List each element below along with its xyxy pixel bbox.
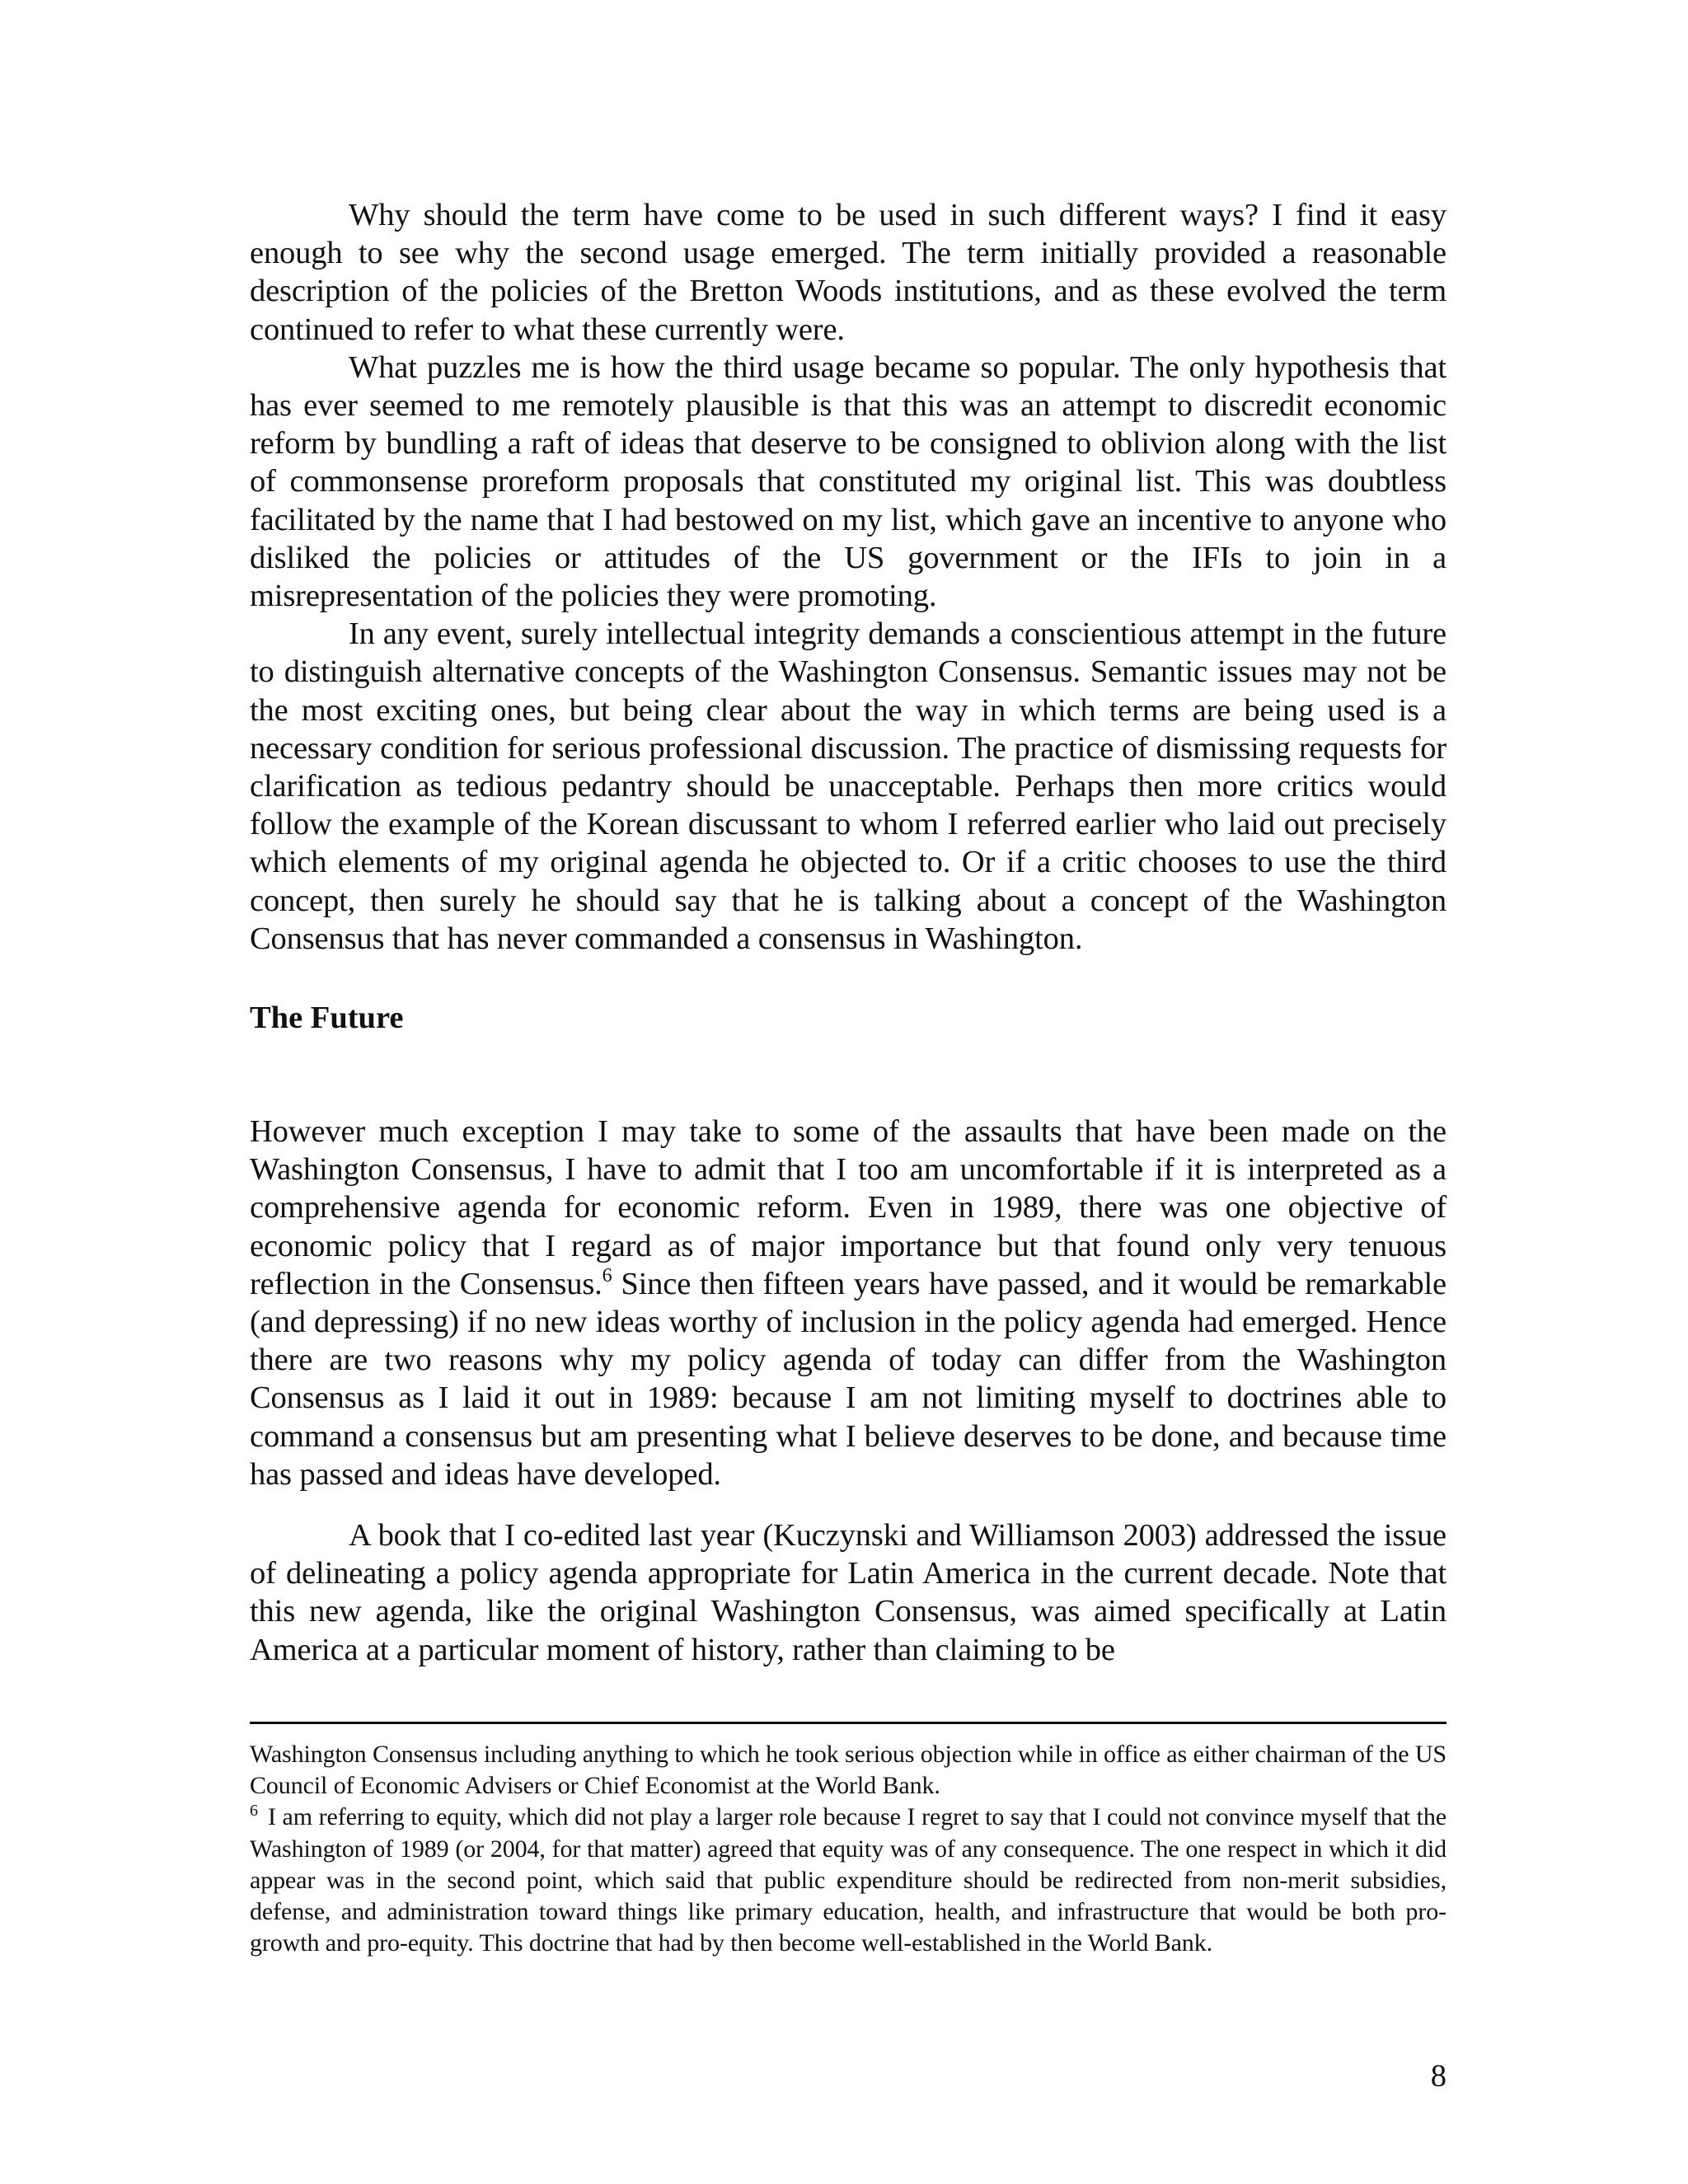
page-number: 8 — [1430, 2059, 1447, 2093]
paragraph-future — [250, 1113, 1447, 1493]
section-heading: The Future — [250, 1001, 404, 1035]
paragraph-third-usage: What puzzles me is how the third usage became so popular. The only hypothesis that has ever seemed to me remotely plausible is that this was an attempt to discredit economic reform by bundling a raft of ideas that deserve to be consigned to oblivion along with the list of commonsense proreform proposals that constituted my original list. This was doubtless facilitated by the name that I had bestowed on my list, which gave an incentive to anyone who disliked the policies or attitudes of the US government or the IFIs to join in a misrepresentation of the policies they were promoting. — [250, 349, 1447, 614]
body-text-future — [250, 1113, 1447, 1493]
footnote-6: 6 I am referring to equity, which did not play a larger role because I regret to say that I could not convince myself that the Washington of 1989 (or 2004, for that matter) agreed that equity was of any consequence. The one respect in which it did appear was in the second point, which said that public expenditure should be redirected from non-merit subsidies, defense, and administration toward things like primary education, health, and infrastructure that would be both pro-growth and pro-equity. This doctrine that had by then become well-established in the World Bank. — [250, 1802, 1447, 1957]
footnote-divider — [250, 1722, 1447, 1724]
footnotes — [250, 1739, 1447, 1959]
paragraph-intellectual-integrity: In any event, surely intellectual integrity demands a conscientious attempt in the future to distinguish alternative concepts of the Washington Consensus. Semantic issues may not be the most exciting ones, but being clear about the way in which terms are being used is a necessary condition for serious professional discussion. The practice of dismissing requests for clarification as tedious pedantry should be unacceptable. Perhaps then more critics would follow the example of the Korean discussant to whom I referred earlier who laid out precisely which elements of my original agenda he objected to. Or if a critic chooses to use the third concept, then surely he should say that he is talking about a concept of the Washington Consensus that has never commanded a consensus in Washington. — [250, 616, 1447, 956]
paragraph-book: A book that I co-edited last year (Kuczynski and Williamson 2003) addressed the issue of delineating a policy agenda appropriate for Latin America in the current decade. Note that this new agenda, like the original Washington Consensus, was aimed specifically at Latin America at a particular moment of history, rather than claiming to be — [250, 1518, 1447, 1667]
footnote-6-text: I am referring to equity, which did not play a larger role because I regret to say that I could not convince myself that the Washington of 1989 (or 2004, for that matter) agreed that equity was of any consequence. The one respect in which it did appear was in the second point, which said that public expenditure should be redirected from non-merit subsidies, defense, and administration toward things like primary education, health, and infrastructure that would be both pro-growth and pro-equity. This doctrine that had by then become well-established in the World Bank. — [250, 1803, 1447, 1957]
future-text-before-note: However much exception I may take to some of the assaults that have been made on the Washington Consensus, I have to admit that I too am uncomfortable if it is interpreted as a comprehensive agenda for economic reform. Even in 1989, there was one objective of economic policy that I regard as of major importance but that found only very tenuous reflection in the Consensus. — [250, 1114, 1447, 1301]
footnote-continued: Washington Consensus including anything to which he took serious objection while in office as either chairman of the US Council of Economic Advisers or Chief Economist at the World Bank. — [250, 1741, 1447, 1800]
body-text-top — [250, 196, 1447, 958]
paragraph-term-usage: Why should the term have come to be used in such different ways? I find it easy enough to see why the second usage emerged. The term initially provided a reasonable description of the policies of the Bretton Woods institutions, and as these evolved the term continued to refer to what these currently were. — [250, 198, 1447, 347]
footnote-reference-6: 6 — [602, 1264, 612, 1286]
body-text-book — [250, 1516, 1447, 1669]
future-text-after-note: Since then fifteen years have passed, and it would be remarkable (and depressing) if no new ideas worthy of inclusion in the policy agenda had emerged. Hence there are two reasons why my policy agenda of today can differ from the Washington Consensus as I laid it out in 1989: because I am not limiting myself to doctrines able to command a consensus but am presenting what I believe deserves to be done, and because time has passed and ideas have developed. — [250, 1266, 1447, 1492]
